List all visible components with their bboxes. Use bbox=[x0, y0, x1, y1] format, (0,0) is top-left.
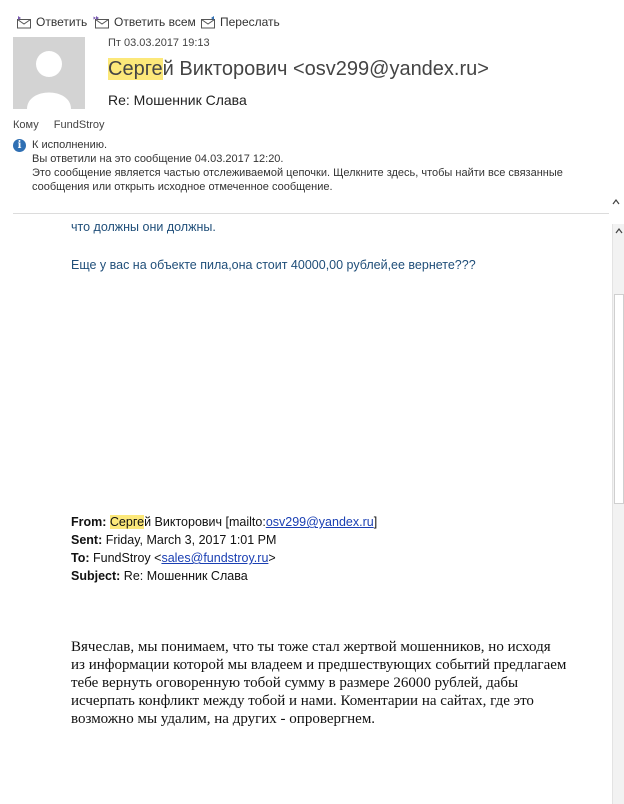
reply-icon bbox=[16, 15, 32, 29]
fwd-from-email-link[interactable]: osv299@yandex.ru bbox=[265, 515, 374, 529]
forward-button[interactable] bbox=[200, 13, 280, 31]
sender[interactable] bbox=[108, 58, 489, 81]
fwd-sent-label: Sent: bbox=[71, 533, 103, 547]
scroll-up-icon[interactable] bbox=[614, 226, 624, 236]
fwd-from-name: й Викторович [mailto: bbox=[144, 515, 266, 529]
body-line-2: Еще у вас на объекте пила,она стоит 40000,00 рублей,ее вернете??? bbox=[71, 258, 476, 272]
fwd-to-email-link[interactable]: sales@fundstroy.ru bbox=[161, 551, 269, 565]
to-row bbox=[13, 119, 117, 131]
fwd-from-close: ] bbox=[373, 515, 378, 529]
letter-line-1: Вячеслав, мы понимаем, что ты тоже стал жертвой мошенников, но исходя bbox=[71, 639, 551, 655]
fwd-from-highlight: Серге bbox=[109, 515, 145, 529]
avatar[interactable] bbox=[13, 37, 85, 109]
scrollbar-thumb[interactable] bbox=[614, 294, 624, 504]
reply-all-label: Ответить всем bbox=[114, 15, 196, 29]
fwd-sent-row bbox=[71, 531, 377, 549]
info-thread-line[interactable]: Это сообщение является частью отслеживаемой цепочки. Щелкните здесь, чтобы найти все связанные bbox=[32, 167, 563, 179]
reply-label: Ответить bbox=[36, 15, 88, 29]
forwarded-header bbox=[71, 513, 377, 585]
fwd-to-row bbox=[71, 549, 377, 567]
to-recipient[interactable]: FundStroy bbox=[53, 119, 105, 131]
forward-icon bbox=[200, 15, 216, 29]
message-date: Пт 03.03.2017 19:13 bbox=[108, 37, 210, 49]
fwd-subject-label: Subject: bbox=[71, 569, 121, 583]
reply-all-button[interactable] bbox=[93, 13, 196, 31]
fwd-from-label: From: bbox=[71, 515, 107, 529]
sender-name: й Викторович <osv299@yandex.ru> bbox=[162, 58, 489, 80]
fwd-to-label: To: bbox=[71, 551, 90, 565]
letter-line-4: исчерпать конфликт между тобой и нами. Коментарии на сайтах, где это bbox=[71, 693, 534, 709]
message-subject: Re: Мошенник Слава bbox=[108, 92, 247, 108]
info-thread-line-2[interactable]: сообщения или открыть исходное отмеченное сообщение. bbox=[32, 181, 333, 193]
letter-line-3: тебе вернуть оговоренную тобой сумму в размере 26000 рублей, дабы bbox=[71, 675, 519, 691]
sender-highlight: Серге bbox=[108, 58, 163, 80]
avatar-placeholder bbox=[13, 37, 85, 109]
letter-line-5: возможно мы удалим, на других - опровергнем. bbox=[71, 711, 376, 727]
info-scroll-up-icon[interactable] bbox=[611, 197, 621, 207]
letter-line-2: из информации которой мы владеем и предшествующих событий предлагаем bbox=[71, 657, 567, 673]
message-scrollbar[interactable] bbox=[612, 224, 624, 804]
fwd-sent-value: Friday, March 3, 2017 1:01 PM bbox=[105, 533, 277, 547]
to-label: Кому bbox=[13, 119, 39, 131]
fwd-subject-value: Re: Мошенник Слава bbox=[123, 569, 248, 583]
forward-label: Переслать bbox=[220, 15, 280, 29]
message-toolbar bbox=[0, 0, 624, 34]
info-icon: i bbox=[13, 139, 26, 152]
letter-text bbox=[71, 638, 606, 728]
fwd-subject-row bbox=[71, 567, 377, 585]
reply-all-icon bbox=[93, 15, 110, 29]
info-replied: Вы ответили на это сообщение 04.03.2017 12:20. bbox=[32, 153, 284, 165]
fwd-from-row bbox=[71, 513, 377, 531]
fwd-to-close: > bbox=[268, 551, 276, 565]
fwd-to-name: FundStroy < bbox=[93, 551, 162, 565]
info-flag-status: К исполнению. bbox=[32, 139, 108, 151]
reply-button[interactable] bbox=[16, 13, 87, 31]
header-divider bbox=[13, 213, 609, 214]
body-line-1: что должны они должны. bbox=[71, 220, 216, 234]
